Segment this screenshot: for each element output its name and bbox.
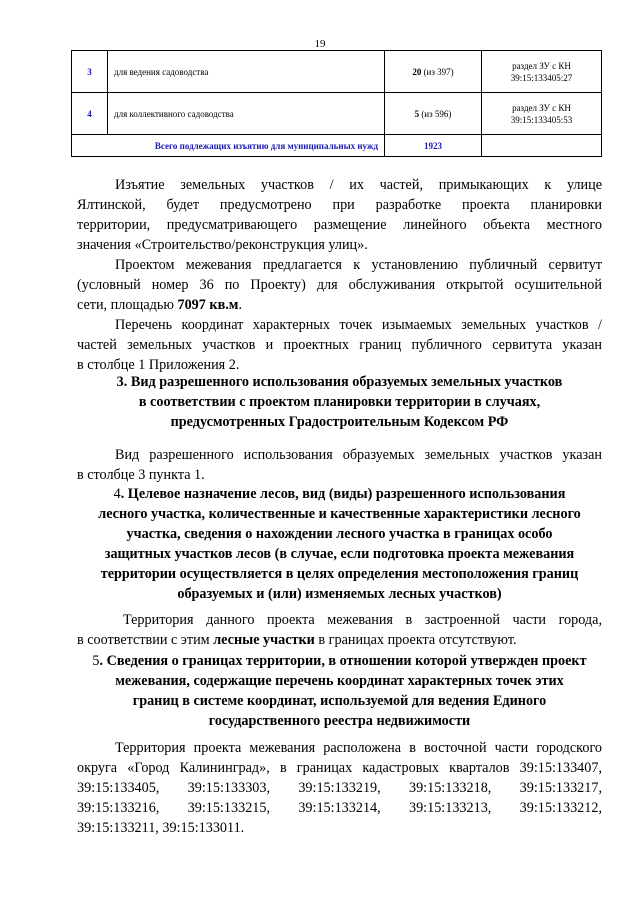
text-line: 39:15:133216, 39:15:133215, 39:15:133214, 39:15:133213, 39:15:133212, [77, 800, 602, 816]
area-cell [385, 93, 482, 135]
cadastral-number: 39:15:133405:53 [510, 114, 573, 125]
permitted-use: для ведения садоводства [108, 51, 385, 93]
text-line: 39:15:133405, 39:15:133303, 39:15:133219, 39:15:133218, 39:15:133217, [77, 780, 602, 796]
text-line: сети, площадью 7097 кв.м. [77, 297, 243, 313]
permitted-use: для коллективного садоводства [108, 93, 385, 135]
table-row [72, 93, 602, 135]
text-line: Перечень координат характерных точек изымаемых земельных участков / [115, 317, 602, 333]
paragraph-seizure [77, 175, 602, 255]
paragraph-territory [77, 738, 602, 838]
area-cell [385, 51, 482, 93]
area-value: 20 [412, 66, 422, 77]
text-line: частей земельных участков и проектных границ публичного сервитута указан [77, 337, 602, 353]
text-line: Территория проекта межевания расположена в восточной части городского [115, 740, 602, 756]
text-line: Вид разрешенного использования образуемых земельных участков указан [115, 447, 602, 463]
land-plots-table [71, 50, 602, 157]
empty-cell [482, 135, 602, 157]
text-line: в столбце 1 Приложения 2. [77, 357, 240, 373]
paragraph-coordinates-ref [77, 315, 602, 375]
text-line: Проектом межевания предлагается к установлению публичный сервитут [115, 257, 602, 273]
text-line: 39:15:133211, 39:15:133011. [77, 820, 245, 836]
note-cell [482, 93, 602, 135]
note-cell [482, 51, 602, 93]
section-number: 4 [113, 486, 121, 502]
total-label: Всего подлежащих изъятию для муниципальных нужд [72, 135, 385, 157]
section-number: 5 [92, 653, 100, 669]
row-number: 4 [72, 93, 108, 135]
area-value: 5 [414, 108, 420, 119]
area-total: (из 596) [419, 108, 452, 119]
table-total-row [72, 135, 602, 157]
section-heading-3: 3. Вид разрешенного использования образуемых земельных участков в соответствии с проектом планировки территории в случаях, предусмотренных Градостроительным Кодексом РФ [116, 374, 563, 430]
paragraph-forest [77, 610, 602, 650]
text-line: в столбце 3 пункта 1. [77, 467, 205, 483]
note-line: раздел ЗУ с КН [512, 60, 571, 71]
text-line: в соответствии с этим лесные участки в границах проекта отсутствуют. [77, 632, 517, 648]
table-row [72, 51, 602, 93]
note-line: раздел ЗУ с КН [512, 102, 571, 113]
text-line: Изъятие земельных участков / их частей, примыкающих к улице [115, 177, 602, 193]
easement-area: 7097 кв.м [177, 297, 239, 313]
forest-plots-term: лесные участки [213, 632, 315, 648]
text-line: (условный номер 36 по Проекту) для обслуживания открытой осушительной [77, 277, 602, 293]
area-total: (из 397) [421, 66, 454, 77]
text-line: Территория данного проекта межевания в застроенной части города, [123, 612, 602, 628]
total-value: 1923 [385, 135, 482, 157]
text-line: значения «Строительство/реконструкция улиц». [77, 237, 368, 253]
text-line: территории, предусматривающего размещение линейного объекта местного [77, 217, 602, 233]
section-heading-5: 5. Сведения о границах территории, в отношении которой утвержден проект межевания, содержащие перечень координат характерных точек этих границ в системе координат, используемой для ведения Единого государственного реестра недвижимости [92, 653, 587, 729]
text-line: Ялтинской, будет предусмотрено при разработке проекта планировки [77, 197, 602, 213]
page-number: 19 [314, 38, 326, 50]
row-number: 3 [72, 51, 108, 93]
cadastral-number: 39:15:133405:27 [510, 72, 573, 83]
text-line: округа «Город Калининград», в границах кадастровых кварталов 39:15:133407, [77, 760, 602, 776]
section-heading-4: 4. Целевое назначение лесов, вид (виды) разрешенного использования лесного участка, количественные и качественные характеристики лесного участка, сведения о нахождении лесного участка в границах особо защитных участков лесов (в случае, если подготовка проекта межевания территории осуществляется в целях определения местоположения границ образуемых и (или) изменяемых лесных участков) [98, 486, 581, 602]
paragraph-easement [77, 255, 602, 315]
paragraph-permitted-use [77, 445, 602, 485]
